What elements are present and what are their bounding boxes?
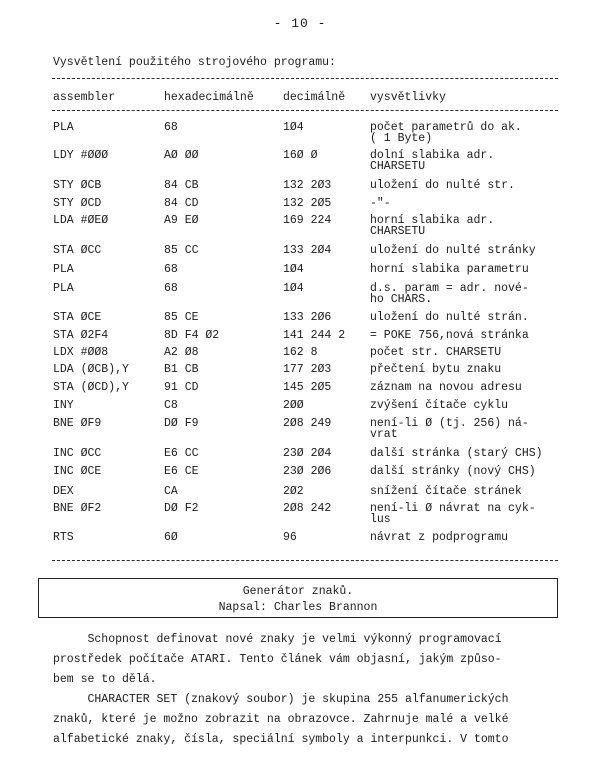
paragraph-line: CHARACTER SET (znakový soubor) je skupina 255 alfanumerických — [53, 693, 509, 706]
cell-hex: 68 — [164, 282, 178, 295]
cell-hex: CA — [164, 485, 178, 498]
cell-dec: 2Ø8 249 — [283, 417, 332, 430]
cell-assembler: LDA (ØCB),Y — [53, 363, 129, 376]
cell-assembler: BNE ØF9 — [53, 417, 102, 430]
cell-hex: 91 CD — [164, 381, 199, 394]
cell-note: d.s. param = adr. nové- ho CHARS. — [370, 282, 529, 306]
cell-dec: 133 2Ø4 — [283, 244, 332, 257]
dashed-rule-bottom — [52, 560, 558, 561]
cell-hex: 6Ø — [164, 531, 178, 544]
cell-note: uložení do nulté str. — [370, 179, 515, 192]
cell-assembler: STA ØCE — [53, 311, 102, 324]
cell-hex: DØ F9 — [164, 417, 199, 430]
cell-note: = POKE 756,nová stránka — [370, 329, 529, 342]
article-title-box — [38, 578, 558, 618]
cell-dec: 1Ø4 — [283, 121, 304, 134]
cell-dec: 132 2Ø3 — [283, 179, 332, 192]
dashed-rule-top — [52, 78, 558, 79]
header-assembler: assembler — [53, 91, 116, 104]
cell-note: počet str. CHARSETU — [370, 346, 502, 359]
cell-dec: 2Ø8 242 — [283, 502, 332, 515]
article-title: Generátor znaků. — [242, 585, 354, 598]
cell-dec: 132 2Ø5 — [283, 197, 332, 210]
cell-assembler: DEX — [53, 485, 74, 498]
cell-dec: 169 224 — [283, 214, 332, 227]
cell-dec: 1Ø4 — [283, 263, 304, 276]
cell-note: další stránka (starý CHS) — [370, 447, 543, 460]
paragraph-1 — [53, 630, 553, 690]
header-note: vysvětlivky — [370, 91, 446, 104]
cell-dec: 16Ø Ø — [283, 149, 318, 162]
cell-note: návrat z podprogramu — [370, 531, 509, 544]
cell-hex: 85 CE — [164, 311, 199, 324]
cell-assembler: STY ØCB — [53, 179, 102, 192]
cell-assembler: LDX #ØØ8 — [53, 346, 109, 359]
paragraph-line: znaků, které je možno zobrazit na obrazovce. Zahrnuje malé a velké — [53, 713, 509, 726]
cell-assembler: LDY #ØØØ — [53, 149, 109, 162]
paragraph-line: alfabetické znaky, čísla, speciální symboly a interpunkci. V tomto — [53, 733, 509, 746]
cell-hex: 84 CB — [164, 179, 199, 192]
paragraph-line: Schopnost definovat nové znaky je velmi výkonný programovací — [53, 633, 502, 646]
cell-assembler: STA (ØCD),Y — [53, 381, 129, 394]
cell-hex: DØ F2 — [164, 502, 199, 515]
article-author: Napsal: Charles Brannon — [218, 601, 378, 614]
cell-dec: 2ØØ — [283, 399, 304, 412]
cell-dec: 162 8 — [283, 346, 318, 359]
cell-note: uložení do nulté strán. — [370, 311, 529, 324]
cell-note: záznam na novou adresu — [370, 381, 522, 394]
page-number: - 10 - — [273, 16, 327, 31]
cell-note: dolní slabika adr. CHARSETU — [370, 149, 495, 173]
cell-hex: 68 — [164, 121, 178, 134]
cell-dec: 177 2Ø3 — [283, 363, 332, 376]
cell-assembler: RTS — [53, 531, 74, 544]
cell-assembler: STA Ø2F4 — [53, 329, 109, 342]
cell-dec: 96 — [283, 531, 297, 544]
dashed-rule-header — [52, 110, 558, 111]
cell-hex: 68 — [164, 263, 178, 276]
cell-note: uložení do nulté stránky — [370, 244, 536, 257]
table-title: Vysvětlení použitého strojového programu: — [53, 56, 336, 69]
table-header — [0, 92, 600, 106]
cell-note: -"- — [370, 197, 391, 210]
cell-assembler: PLA — [53, 121, 74, 134]
paragraph-line: prostředek počítače ATARI. Tento článek vám objasní, jakým způso- — [53, 653, 502, 666]
cell-hex: 85 CC — [164, 244, 199, 257]
cell-assembler: PLA — [53, 282, 74, 295]
cell-hex: B1 CB — [164, 363, 199, 376]
cell-assembler: BNE ØF2 — [53, 502, 102, 515]
cell-note: není-li Ø návrat na cyk- lus — [370, 502, 536, 526]
cell-assembler: LDA #ØEØ — [53, 214, 109, 227]
cell-note: horní slabika parametru — [370, 263, 529, 276]
cell-dec: 1Ø4 — [283, 282, 304, 295]
cell-note: není-li Ø (tj. 256) ná- vrat — [370, 417, 529, 441]
cell-note: zvýšení čítače cyklu — [370, 399, 509, 412]
cell-dec: 141 244 2 — [283, 329, 346, 342]
cell-note: horní slabika adr. CHARSETU — [370, 214, 495, 238]
cell-hex: E6 CC — [164, 447, 199, 460]
cell-assembler: STA ØCC — [53, 244, 102, 257]
cell-note: další stránky (nový CHS) — [370, 465, 536, 478]
cell-assembler: STY ØCD — [53, 197, 102, 210]
cell-note: snížení čítače stránek — [370, 485, 522, 498]
cell-note: přečtení bytu znaku — [370, 363, 502, 376]
header-hex: hexadecimálně — [164, 91, 254, 104]
cell-hex: 8D F4 Ø2 — [164, 329, 220, 342]
cell-hex: A2 Ø8 — [164, 346, 199, 359]
cell-dec: 2Ø2 — [283, 485, 304, 498]
cell-assembler: PLA — [53, 263, 74, 276]
cell-hex: A9 EØ — [164, 214, 199, 227]
cell-hex: 84 CD — [164, 197, 199, 210]
cell-assembler: INC ØCE — [53, 465, 102, 478]
cell-note: počet parametrů do ak. ( 1 Byte) — [370, 121, 522, 145]
paragraph-line: bem se to dělá. — [53, 673, 157, 686]
cell-assembler: INY — [53, 399, 74, 412]
cell-hex: E6 CE — [164, 465, 199, 478]
cell-hex: C8 — [164, 399, 178, 412]
paragraph-2 — [53, 690, 553, 750]
header-dec: decimálně — [283, 91, 346, 104]
cell-dec: 23Ø 2Ø6 — [283, 465, 332, 478]
cell-dec: 145 2Ø5 — [283, 381, 332, 394]
cell-dec: 23Ø 2Ø4 — [283, 447, 332, 460]
cell-assembler: INC ØCC — [53, 447, 102, 460]
cell-hex: AØ ØØ — [164, 149, 199, 162]
cell-dec: 133 2Ø6 — [283, 311, 332, 324]
